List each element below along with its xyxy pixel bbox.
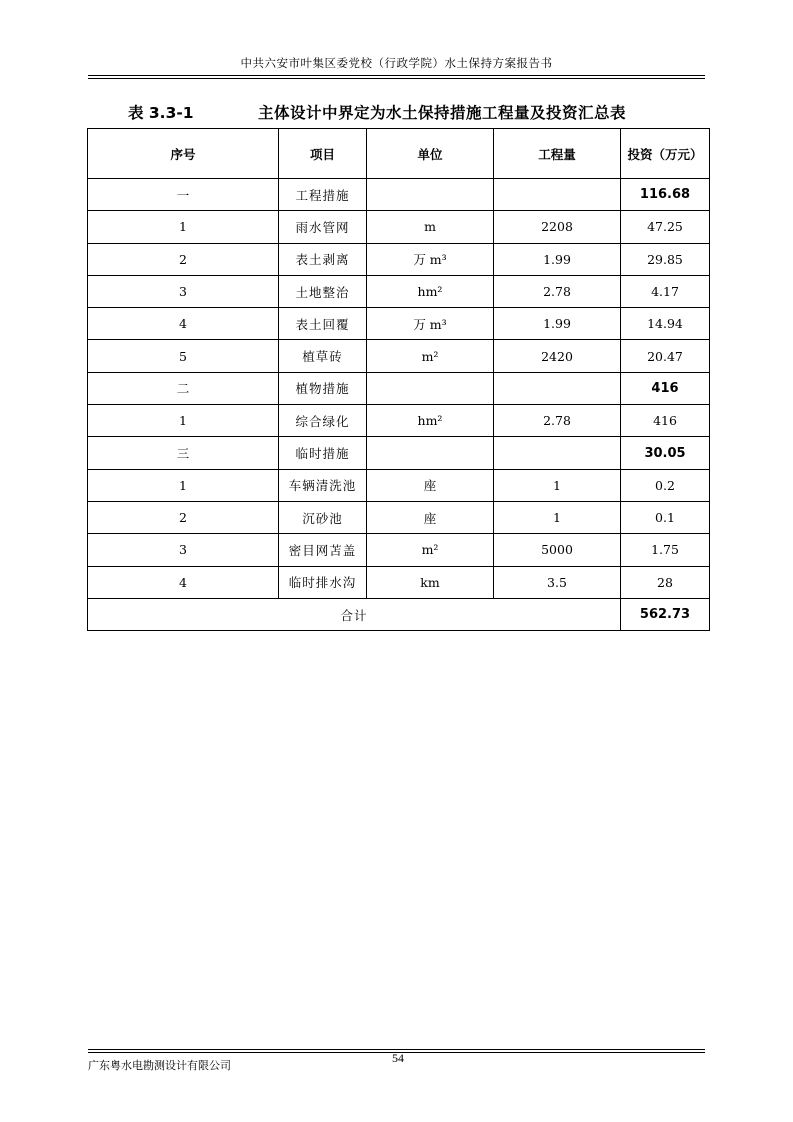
column-header-investment: 投资（万元） bbox=[621, 129, 710, 179]
cell-quantity: 2208 bbox=[494, 211, 621, 243]
cell-unit: 万 m³ bbox=[367, 308, 494, 340]
cell-unit: m² bbox=[367, 340, 494, 372]
cell-unit: 座 bbox=[367, 501, 494, 533]
cell-investment: 0.2 bbox=[621, 469, 710, 501]
cell-investment: 4.17 bbox=[621, 275, 710, 307]
cell-no: 三 bbox=[88, 437, 279, 469]
total-investment: 562.73 bbox=[621, 598, 710, 630]
investment-summary-table bbox=[87, 128, 710, 631]
cell-no: 4 bbox=[88, 566, 279, 598]
cell-unit: hm² bbox=[367, 275, 494, 307]
cell-item: 综合绿化 bbox=[279, 405, 367, 437]
cell-investment: 30.05 bbox=[621, 437, 710, 469]
page-number: 54 bbox=[392, 1051, 404, 1065]
table-row bbox=[88, 211, 710, 243]
table-header-row bbox=[88, 129, 710, 179]
cell-quantity: 1.99 bbox=[494, 308, 621, 340]
footer-rule-thin bbox=[88, 1049, 705, 1050]
cell-quantity: 2.78 bbox=[494, 405, 621, 437]
cell-quantity bbox=[494, 437, 621, 469]
cell-investment: 1.75 bbox=[621, 534, 710, 566]
table-body bbox=[88, 179, 710, 631]
table-row bbox=[88, 340, 710, 372]
total-row bbox=[88, 598, 710, 630]
header-rule bbox=[88, 75, 705, 76]
cell-investment: 47.25 bbox=[621, 211, 710, 243]
table-row bbox=[88, 275, 710, 307]
cell-no: 5 bbox=[88, 340, 279, 372]
table-section-row bbox=[88, 372, 710, 404]
cell-item: 工程措施 bbox=[279, 179, 367, 211]
table-caption bbox=[128, 101, 648, 123]
cell-no: 2 bbox=[88, 243, 279, 275]
cell-no: 3 bbox=[88, 534, 279, 566]
cell-investment: 14.94 bbox=[621, 308, 710, 340]
header-rule-thin bbox=[88, 78, 705, 79]
column-header-unit: 单位 bbox=[367, 129, 494, 179]
cell-no: 1 bbox=[88, 469, 279, 501]
table-row bbox=[88, 308, 710, 340]
cell-investment: 29.85 bbox=[621, 243, 710, 275]
running-header: 中共六安市叶集区委党校（行政学院）水土保持方案报告书 bbox=[240, 56, 553, 70]
cell-unit: km bbox=[367, 566, 494, 598]
cell-investment: 0.1 bbox=[621, 501, 710, 533]
cell-unit bbox=[367, 372, 494, 404]
table-row bbox=[88, 243, 710, 275]
cell-unit bbox=[367, 437, 494, 469]
cell-item: 临时排水沟 bbox=[279, 566, 367, 598]
cell-item: 车辆清洗池 bbox=[279, 469, 367, 501]
cell-investment: 20.47 bbox=[621, 340, 710, 372]
table-row bbox=[88, 566, 710, 598]
cell-quantity bbox=[494, 372, 621, 404]
cell-quantity: 1 bbox=[494, 501, 621, 533]
cell-no: 一 bbox=[88, 179, 279, 211]
cell-unit: 座 bbox=[367, 469, 494, 501]
cell-investment: 28 bbox=[621, 566, 710, 598]
cell-no: 1 bbox=[88, 211, 279, 243]
column-header-no: 序号 bbox=[88, 129, 279, 179]
cell-no: 2 bbox=[88, 501, 279, 533]
table-section-row bbox=[88, 437, 710, 469]
cell-investment: 416 bbox=[621, 405, 710, 437]
footer-company: 广东粤水电勘测设计有限公司 bbox=[88, 1059, 231, 1072]
table-number: 表 3.3-1 bbox=[128, 104, 194, 122]
column-header-item: 项目 bbox=[279, 129, 367, 179]
table-row bbox=[88, 405, 710, 437]
cell-item: 表土剥离 bbox=[279, 243, 367, 275]
cell-unit: m² bbox=[367, 534, 494, 566]
cell-item: 植物措施 bbox=[279, 372, 367, 404]
table-title: 主体设计中界定为水土保持措施工程量及投资汇总表 bbox=[258, 104, 627, 122]
cell-no: 1 bbox=[88, 405, 279, 437]
cell-item: 土地整治 bbox=[279, 275, 367, 307]
cell-quantity: 1.99 bbox=[494, 243, 621, 275]
cell-item: 表土回覆 bbox=[279, 308, 367, 340]
column-header-quantity: 工程量 bbox=[494, 129, 621, 179]
table-row bbox=[88, 469, 710, 501]
total-label: 合计 bbox=[88, 598, 621, 630]
cell-no: 二 bbox=[88, 372, 279, 404]
cell-item: 沉砂池 bbox=[279, 501, 367, 533]
cell-item: 密目网苫盖 bbox=[279, 534, 367, 566]
cell-unit: 万 m³ bbox=[367, 243, 494, 275]
cell-quantity: 2.78 bbox=[494, 275, 621, 307]
cell-unit: hm² bbox=[367, 405, 494, 437]
cell-quantity bbox=[494, 179, 621, 211]
cell-no: 3 bbox=[88, 275, 279, 307]
cell-quantity: 1 bbox=[494, 469, 621, 501]
cell-unit bbox=[367, 179, 494, 211]
table-row bbox=[88, 534, 710, 566]
cell-item: 植草砖 bbox=[279, 340, 367, 372]
cell-unit: m bbox=[367, 211, 494, 243]
table-row bbox=[88, 501, 710, 533]
cell-quantity: 5000 bbox=[494, 534, 621, 566]
cell-item: 雨水管网 bbox=[279, 211, 367, 243]
table-section-row bbox=[88, 179, 710, 211]
cell-quantity: 3.5 bbox=[494, 566, 621, 598]
cell-item: 临时措施 bbox=[279, 437, 367, 469]
cell-no: 4 bbox=[88, 308, 279, 340]
cell-investment: 116.68 bbox=[621, 179, 710, 211]
cell-investment: 416 bbox=[621, 372, 710, 404]
cell-quantity: 2420 bbox=[494, 340, 621, 372]
